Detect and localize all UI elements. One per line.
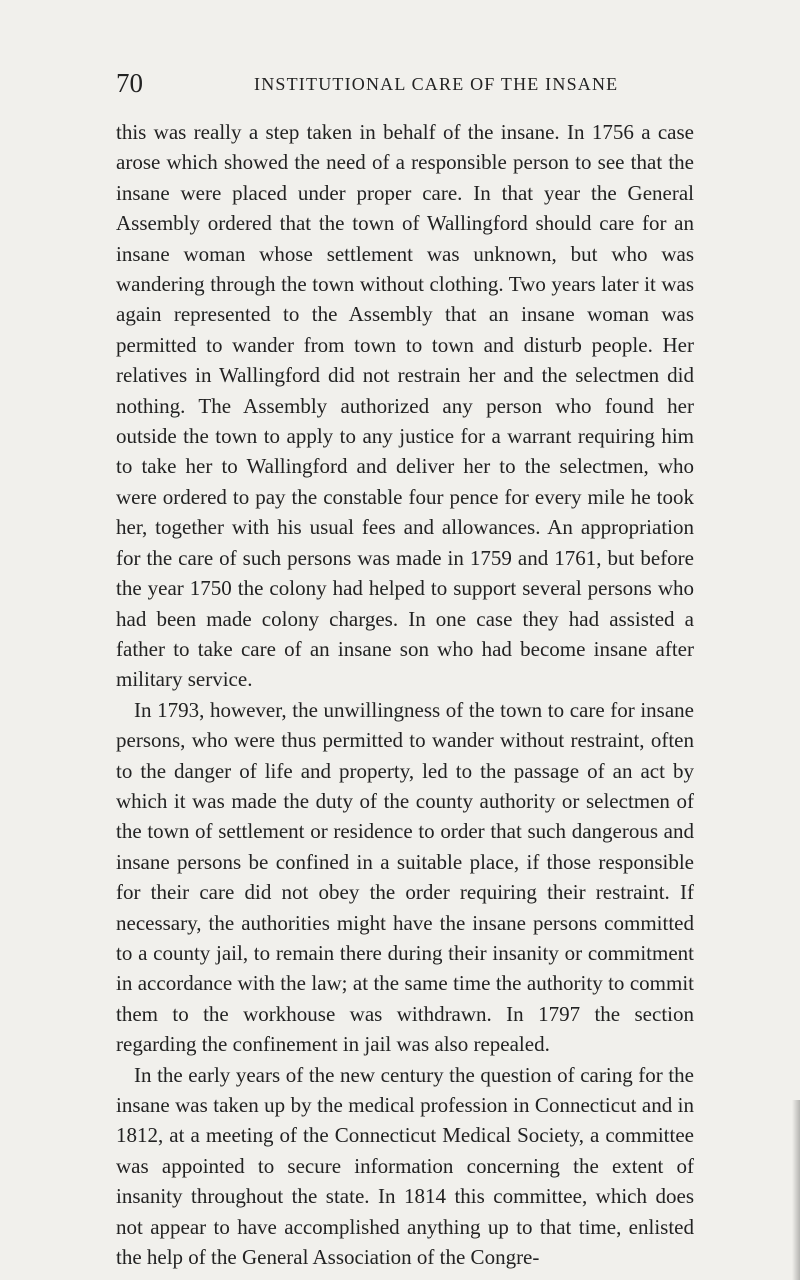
page-header xyxy=(116,68,696,98)
running-head: INSTITUTIONAL CARE OF THE INSANE xyxy=(254,74,619,94)
paragraph-3: In the early years of the new century the question of caring for the insane was taken up by the medical profession in Connecticut and in 1812, at a meeting of the Connecticut Medical Society, a committee was appointed to secure information concerning the extent of insanity throughout the state. In 1814 this committee, which does not appear to have accomplished anything up to that time, enlisted the help of the General Association of the Congre- xyxy=(116,1062,694,1270)
paragraph-1: this was really a step taken in behalf of the insane. In 1756 a case arose which showed the need of a responsible person to see that the insane were placed under proper care. In that year the General Assembly ordered that the town of Wallingford should care for an insane woman whose settlement was unknown, but who was wandering through the town without clothing. Two years later it was again represented to the Assembly that an insane woman was permitted to wander from town to town and disturb people. Her relatives in Wallingford did not restrain her and the selectmen did nothing. The Assembly authorized any person who found her outside the town to apply to any justice for a warrant requiring him to take her to Wallingford and deliver her to the selectmen, who were ordered to pay the constable four pence for every mile he took her, together with his usual fees and allowances. An appropriation for the care of such persons was made in 1759 and 1761, but before the year 1750 the colony had helped to support several persons who had been made colony charges. In one case they had assisted a father to take care of an insane son who had become insane after military service. xyxy=(116,120,694,692)
page-edge-shadow xyxy=(792,1100,800,1280)
body-text xyxy=(116,117,694,1272)
page-number: 70 xyxy=(116,68,143,98)
paragraph-2: In 1793, however, the unwillingness of the town to care for insane persons, who were thus permitted to wander without restraint, often to the danger of life and property, led to the passage of an act by which it was made the duty of the county authority or selectmen of the town of settlement or residence to order that such dangerous and insane persons be confined in a suitable place, if those responsible for their care did not obey the order requiring their restraint. If necessary, the authorities might have the insane persons committed to a county jail, to remain there during their insanity or commitment in accordance with the law; at the same time the authority to commit them to the workhouse was withdrawn. In 1797 the section regarding the confinement in jail was also repealed. xyxy=(116,697,694,1057)
